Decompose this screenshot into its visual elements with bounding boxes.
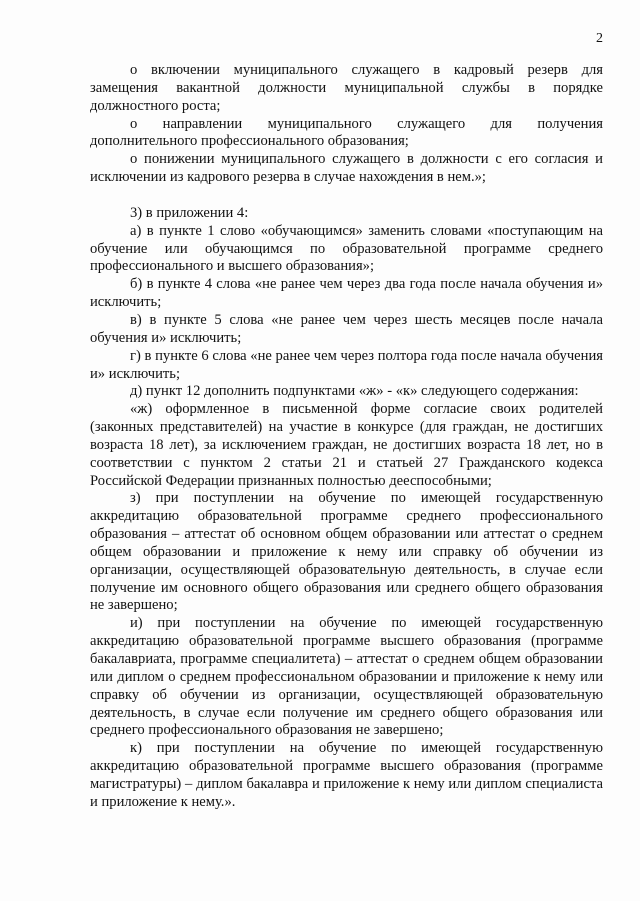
- paragraph-item-b: б) в пункте 4 слова «не ранее чем через два года после начала обучения и» исключить;: [90, 276, 603, 311]
- paragraph-subitem-z: з) при поступлении на обучение по имеющей государственную аккредитацию образовательной программе среднего профессионального образования – аттестат об основном общем образовании или аттестат о среднем общем образовании и приложение к нему или справку об обучении из организации, осуществляющей образовательную деятельность, в случае если получение им основного общего образования или среднего общего образования не завершено;: [90, 490, 603, 614]
- page-number: 2: [596, 31, 603, 46]
- paragraph-subitem-i: и) при поступлении на обучение по имеющей государственную аккредитацию образовательной программе высшего образования (программе бакалавриата, программе специалитета) – аттестат о среднем общем образовании или диплом о среднем профессиональном образовании и приложение к нему или справку об обучении из организации, осуществляющей образовательную деятельность, в случае если получение им среднего общего образования или среднего профессионального образования не завершено;: [90, 615, 603, 739]
- paragraph-item-d: д) пункт 12 дополнить подпунктами «ж» - «к» следующего содержания:: [130, 383, 579, 400]
- paragraph-item-v: в) в пункте 5 слова «не ранее чем через шесть месяцев после начала обучения и» исключить;: [90, 311, 603, 346]
- paragraph-demotion: о понижении муниципального служащего в должности с его согласия и исключении из кадрового резерва в случае нахождения в нем.»;: [90, 151, 603, 186]
- paragraph-reserve-inclusion: о включении муниципального служащего в кадровый резерв для замещения вакантной должности муниципальной службы в порядке должностного роста;: [90, 62, 603, 114]
- paragraph-item-a: а) в пункте 1 слово «обучающимся» заменить словами «поступающим на обучение или обучающимся по образовательной программе среднего профессионального и высшего образования»;: [90, 222, 603, 275]
- paragraph-item-g: г) в пункте 6 слова «не ранее чем через полтора года после начала обучения и» исключить;: [90, 347, 603, 382]
- paragraph-training-referral: о направлении муниципального служащего для получения дополнительного профессионального образования;: [90, 115, 603, 150]
- paragraph-subitem-zh: «ж) оформленное в письменной форме согласие своих родителей (законных представителей) на участие в конкурсе (для граждан, не достигших возраста 18 лет), за исключением граждан, не достигших возраста 18 лет, но в соответствии с пунктом 2 статьи 21 и статьей 27 Гражданского кодекса Российской Федерации признанных полностью дееспособными;: [90, 401, 603, 489]
- paragraph-appendix-4: 3) в приложении 4:: [130, 204, 249, 221]
- document-body: [90, 62, 603, 812]
- paragraph-subitem-k: к) при поступлении на обучение по имеющей государственную аккредитацию образовательной программе высшего образования (программе магистратуры) – диплом бакалавра и приложение к нему или диплом специалиста и приложение к нему.».: [90, 740, 603, 810]
